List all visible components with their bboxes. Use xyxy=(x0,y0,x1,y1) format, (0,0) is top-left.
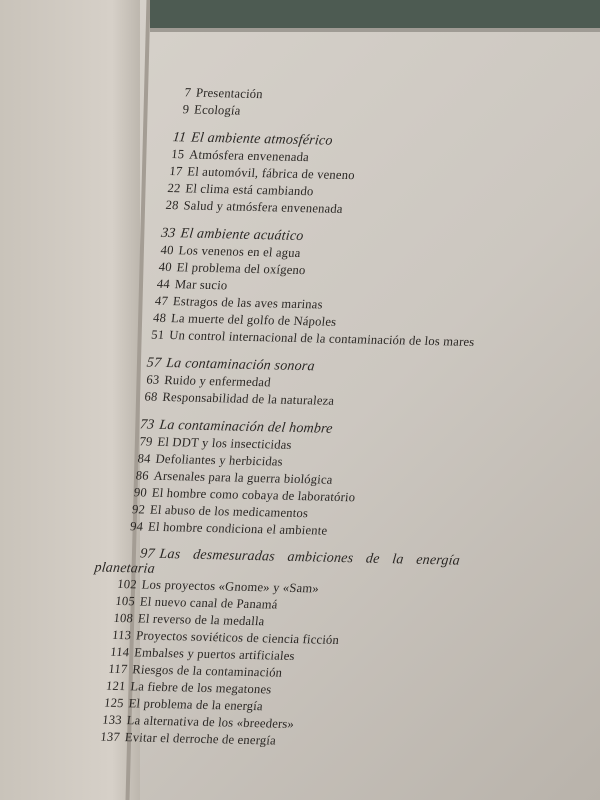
page-number: 113 xyxy=(111,627,132,643)
entry-title: El DDT y los insecticidas xyxy=(156,434,293,452)
page-number: 114 xyxy=(109,644,131,660)
entry-title: Arsenales para la guerra biológica xyxy=(153,468,334,487)
heading-title: La contaminación sonora xyxy=(165,356,316,375)
page-number: 28 xyxy=(164,197,180,213)
entry-title: Evitar el derroche de energía xyxy=(124,730,277,748)
heading-title: El ambiente atmosférico xyxy=(190,130,334,149)
entry-title: Los venenos en el agua xyxy=(177,243,302,260)
page-number: 94 xyxy=(129,519,144,534)
page-number: 117 xyxy=(107,661,129,677)
entry-title: El nuevo canal de Panamá xyxy=(139,594,279,612)
page-number: 86 xyxy=(135,468,150,483)
page-number: 102 xyxy=(116,576,138,592)
heading-title: El ambiente acuático xyxy=(179,226,305,245)
page-number: 105 xyxy=(114,593,136,609)
entry-title: El abuso de los medicamentos xyxy=(149,502,309,521)
page-number: 90 xyxy=(133,485,148,500)
cover-edge xyxy=(150,28,600,32)
entry-title: Estragos de las aves marinas xyxy=(172,294,324,312)
entry-title: El hombre condiciona el ambiente xyxy=(147,519,329,538)
entry-title: La fiebre de los megatones xyxy=(129,679,273,697)
page-number: 40 xyxy=(159,242,175,258)
entry-title: Los proyectos «Gnome» y «Sam» xyxy=(141,577,320,596)
page-number: 17 xyxy=(168,164,184,179)
table-of-contents xyxy=(93,84,590,755)
page-number: 133 xyxy=(101,712,123,728)
toc-section xyxy=(141,225,574,353)
entry-title: La muerte del golfo de Nápoles xyxy=(170,311,338,329)
entry-title: Proyectos soviéticos de ciencia ficción xyxy=(135,628,340,647)
entry-title: Mar sucio xyxy=(174,277,229,293)
entry-title: El reverso de la medalla xyxy=(137,611,266,629)
page-number: 125 xyxy=(103,695,125,711)
page-number: 57 xyxy=(145,355,163,371)
page-number: 51 xyxy=(150,327,166,342)
entry-title: El clima está cambiando xyxy=(184,181,315,199)
toc-section xyxy=(156,129,585,223)
page-number: 22 xyxy=(166,180,182,196)
entry-title: La alternativa de los «breeders» xyxy=(126,713,295,731)
entry-title: Ruido y enfermedad xyxy=(163,372,272,390)
toc-section xyxy=(93,546,539,755)
page-number: 9 xyxy=(181,102,191,117)
entry-title: El problema del oxígeno xyxy=(176,260,307,278)
page-number: 44 xyxy=(156,276,171,292)
page-number: 40 xyxy=(158,259,173,275)
entry-title: Defoliantes y herbicidas xyxy=(154,451,284,469)
page-number: 63 xyxy=(145,372,161,387)
entry-title: Presentación xyxy=(195,85,264,102)
page-number: 121 xyxy=(105,678,127,694)
page-number: 48 xyxy=(152,310,167,325)
page-number: 79 xyxy=(138,434,154,449)
page-number: 73 xyxy=(139,417,156,433)
entry-title: Un control internacional de la contaminación de los mares xyxy=(168,328,476,349)
page-number: 33 xyxy=(160,225,177,242)
page-number: 15 xyxy=(170,147,186,162)
page-number: 92 xyxy=(131,502,146,517)
entry-title: Embalses y puertos artificiales xyxy=(133,645,296,663)
entry-title: Salud y atmósfera envenenada xyxy=(182,198,344,216)
page-number: 84 xyxy=(136,451,152,466)
entry-title: Riesgos de la contaminación xyxy=(131,662,284,680)
page-number: 7 xyxy=(183,85,192,100)
page-number: 97 xyxy=(139,546,156,562)
toc-section xyxy=(135,354,561,414)
toc-section xyxy=(120,416,553,544)
entry-title: Responsabilidad de la naturaleza xyxy=(161,389,336,408)
entry-title: El automóvil, fábrica de veneno xyxy=(186,164,356,183)
heading-title: Las desmesuradas ambiciones de la energía planetaria xyxy=(93,546,461,577)
book-cover xyxy=(150,0,600,28)
heading-title: La contaminación del hombre xyxy=(158,417,334,437)
entry-title: Atmósfera envenenada xyxy=(188,147,310,165)
entry-title: El hombre como cobaya de laboratório xyxy=(151,485,357,505)
entry-title: El problema de la energía xyxy=(127,696,264,714)
entry-title: Ecología xyxy=(193,102,242,118)
page-number: 47 xyxy=(154,293,169,308)
page-number: 68 xyxy=(143,389,159,404)
page-number: 137 xyxy=(99,729,121,745)
page-number: 108 xyxy=(112,610,134,626)
page-number: 11 xyxy=(171,130,187,146)
